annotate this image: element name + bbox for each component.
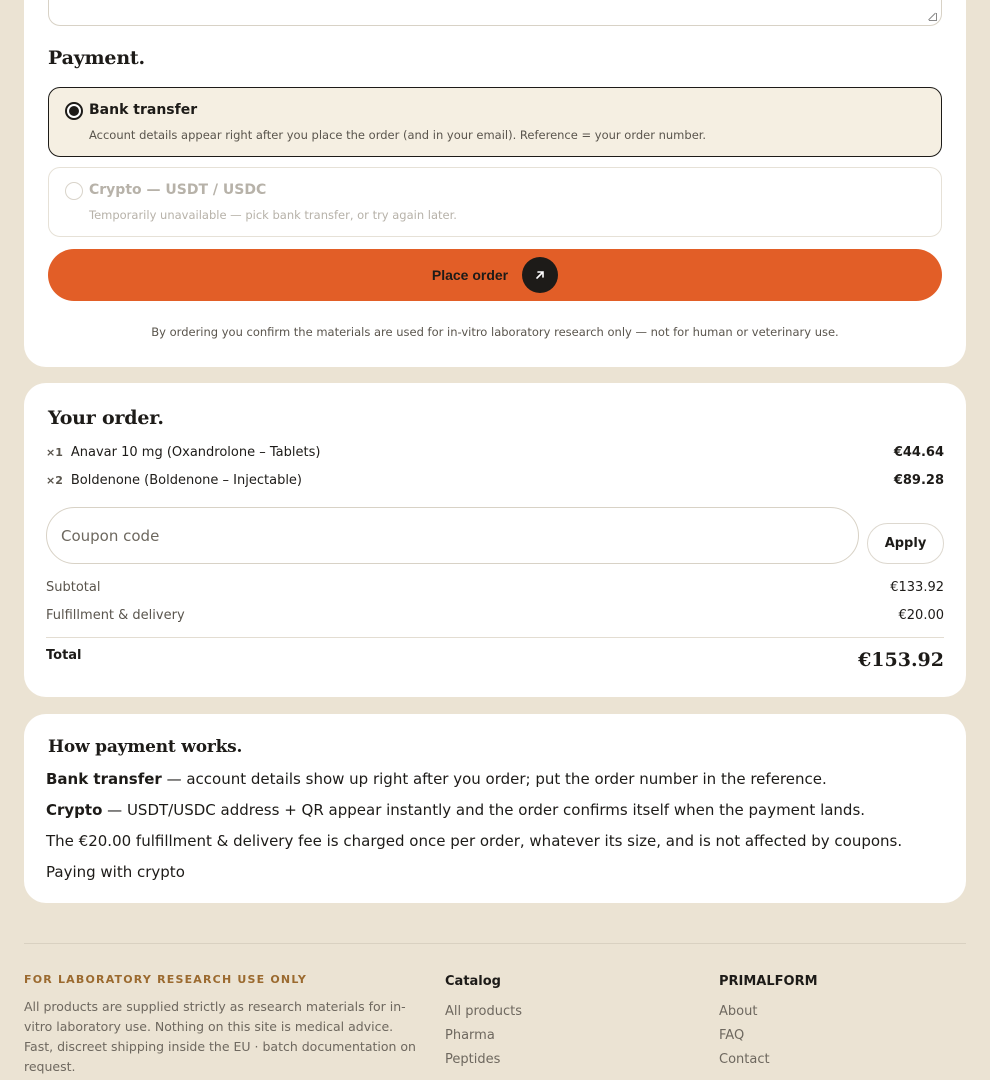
item-price: €89.28 (893, 473, 944, 488)
crypto-text: — USDT/USDC address + QR appear instantly and the order confirms itself when the payment lands. (102, 801, 866, 819)
research-use-badge: FOR LABORATORY RESEARCH USE ONLY (24, 973, 307, 986)
item-quantity: ×2 (46, 474, 63, 487)
payment-option-description: Temporarily unavailable — pick bank transfer, or try again later. (89, 208, 457, 222)
footer-link-contact[interactable]: Contact (719, 1052, 770, 1067)
payment-option-bank-transfer[interactable] (48, 87, 942, 157)
delivery-value: €20.00 (898, 608, 944, 623)
payment-option-title: Crypto — USDT / USDC (89, 182, 267, 198)
payment-option-title: Bank transfer (89, 102, 198, 118)
payment-option-description: Account details appear right after you place the order (and in your email). Reference = your order number. (89, 128, 707, 142)
paying-with-crypto-link[interactable]: Paying with crypto (46, 863, 185, 881)
footer-brand-column (719, 974, 818, 1076)
order-line-item (46, 445, 944, 460)
item-name: Anavar 10 mg (Oxandrolone – Tablets) (70, 445, 321, 460)
payment-card (24, 0, 966, 367)
place-order-button[interactable] (48, 249, 942, 301)
subtotal-value: €133.92 (890, 580, 944, 595)
bank-transfer-info (46, 770, 827, 788)
footer-about-text: All products are supplied strictly as research materials for in-vitro laboratory use. Nothing on this site is medical advice. Fast, discreet shipping inside the EU · batch documentation on request. (24, 999, 416, 1074)
apply-coupon-button[interactable]: Apply (867, 523, 944, 564)
footer-catalog-heading: Catalog (445, 974, 501, 989)
item-quantity: ×1 (46, 446, 63, 459)
order-notes-textarea[interactable] (48, 0, 942, 26)
arrow-up-right-icon (522, 257, 558, 293)
footer-catalog-column (445, 974, 522, 1076)
payment-title: Payment. (48, 47, 145, 69)
subtotal-row (46, 580, 944, 595)
how-payment-title: How payment works. (48, 737, 243, 757)
bank-transfer-text: — account details show up right after you order; put the order number in the reference. (161, 770, 827, 788)
resize-handle-icon[interactable] (929, 13, 937, 21)
coupon-code-input[interactable] (46, 507, 859, 564)
order-summary-card (24, 383, 966, 697)
item-name: Boldenone (Boldenone – Injectable) (70, 473, 302, 488)
divider (46, 637, 944, 638)
footer-link-peptides[interactable]: Peptides (445, 1052, 501, 1067)
bank-transfer-label: Bank transfer (46, 770, 162, 788)
how-payment-works-card (24, 714, 966, 903)
delivery-fee-info: The €20.00 fulfillment & delivery fee is charged once per order, whatever its size, and is not affected by coupons. (46, 832, 903, 850)
delivery-row (46, 608, 944, 623)
payment-option-crypto (48, 167, 942, 237)
total-value: €153.92 (858, 649, 944, 671)
crypto-label: Crypto (46, 801, 103, 819)
total-row (46, 648, 944, 671)
item-price: €44.64 (893, 445, 944, 460)
footer-link-pharma[interactable]: Pharma (445, 1028, 495, 1043)
delivery-label: Fulfillment & delivery (46, 608, 185, 623)
footer-link-faq[interactable]: FAQ (719, 1028, 745, 1043)
footer-divider (24, 943, 966, 944)
order-line-item (46, 473, 944, 488)
order-title: Your order. (48, 407, 164, 429)
subtotal-label: Subtotal (46, 580, 101, 595)
footer-brand-heading: PRIMALFORM (719, 974, 818, 989)
crypto-info (46, 801, 865, 819)
footer-link-all-products[interactable]: All products (445, 1004, 523, 1019)
place-order-label: Place order (431, 267, 509, 283)
research-disclaimer: By ordering you confirm the materials are used for in-vitro laboratory research only — not for human or veterinary use. (151, 325, 839, 339)
radio-disabled-icon (65, 182, 83, 200)
radio-selected-icon[interactable] (65, 102, 83, 120)
footer-link-about[interactable]: About (719, 1004, 758, 1019)
total-label: Total (46, 648, 82, 663)
